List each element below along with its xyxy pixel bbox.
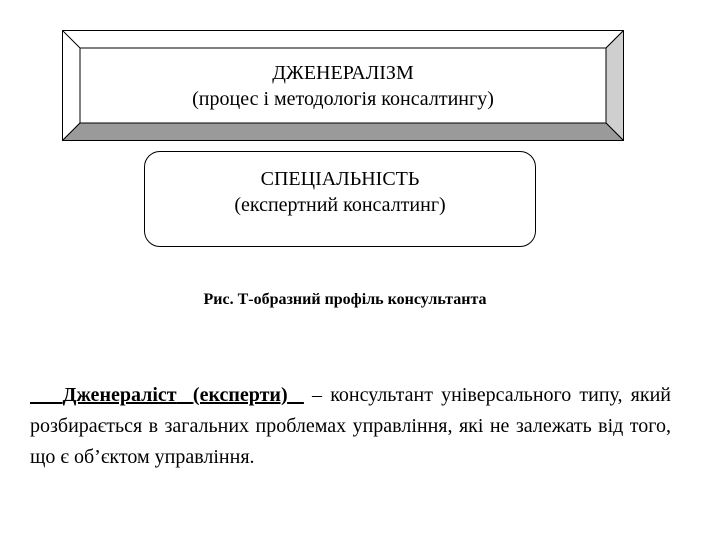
specialty-subtitle: (експертний консалтинг) <box>234 194 446 216</box>
definition-dash: – <box>312 384 323 406</box>
term-gap <box>177 384 193 406</box>
definition-term-alt: (експерти) <box>192 384 288 406</box>
generalism-subtitle: (процес і методологія консалтингу) <box>192 88 494 110</box>
generalism-text <box>80 48 606 124</box>
specialty-title: СПЕЦІАЛЬНІСТЬ <box>260 168 420 190</box>
definition-text: консультант універсального типу, який розбирається в загальних проблемах управління, які не залежать від того, що є об’єктом управління. <box>30 384 672 468</box>
figure-caption: Рис. Т-образний профіль консультанта <box>203 291 487 308</box>
generalism-box <box>62 30 624 141</box>
indent-underline <box>30 384 63 406</box>
specialty-box <box>144 151 536 247</box>
definition-paragraph <box>30 380 671 473</box>
definition-term: Дженераліст <box>62 384 177 406</box>
term-trailing <box>288 384 304 406</box>
generalism-title: ДЖЕНЕРАЛІЗМ <box>272 62 414 84</box>
